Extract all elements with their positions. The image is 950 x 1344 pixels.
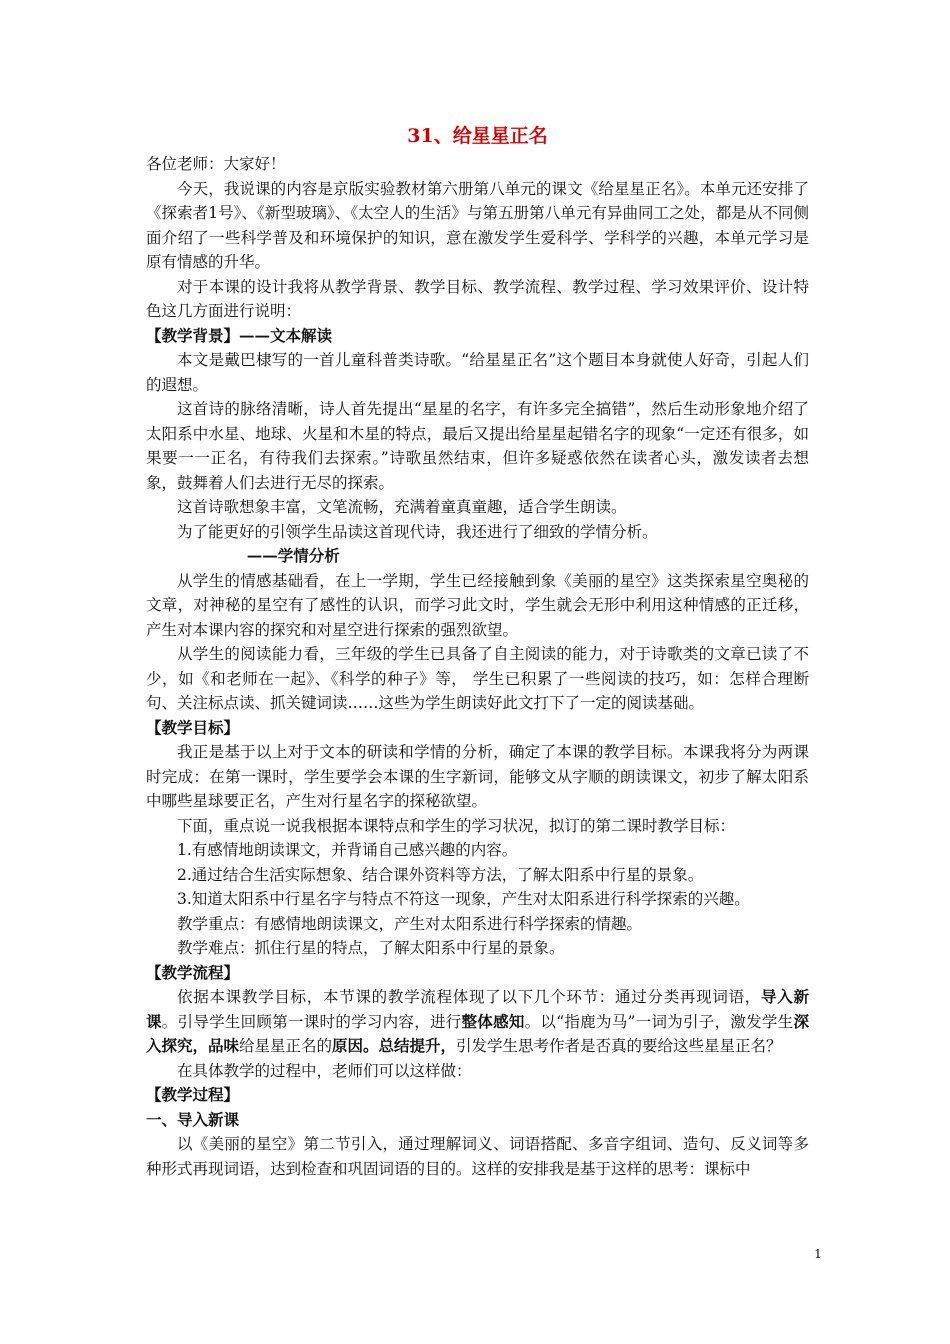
process-step-1-text: 以《美丽的星空》第二节引入，通过理解词义、词语搭配、多音字组词、造句、反义词等多种形式再现词语，达到检查和巩固词语的目的。这样的安排我是基于这样的思考：课标中 [146,1135,809,1178]
section-heading-goals: 【教学目标】 [146,717,240,737]
flow-segment: 依据本课教学目标，本节课的教学流程体现了以下几个环节：通过分类再现词语， [177,988,762,1006]
document-page [146,120,809,1181]
section-heading-flow: 【教学流程】 [146,962,240,982]
process-step-1-heading: 一、导入新课 [146,1109,240,1129]
intro-paragraph-1: 今天，我说课的内容是京版实验教材第六册第八单元的课文《给星星正名》。本单元还安排了《探索者1号》、《新型玻璃》、《太空人的生活》与第五册第八单元有异曲同工之处，都是从不同侧面介绍了一些科学普及和环境保护的知识，意在激发学生爱科学、学科学的兴趣，本单元学习是原有情感的升华。 [146,179,809,271]
goal-item-1: 1.有感情地朗读课文，并背诵自己感兴趣的内容。 [177,841,518,859]
page-number: 1 [814,1247,822,1261]
flow-segment: 。引导学生回顾第一课时的学习内容，进行 [161,1012,462,1031]
document-title: 31、给星星正名 [407,125,548,147]
teaching-difficulty: 教学难点：抓住行星的特点，了解太阳系中行星的景象。 [177,939,565,957]
background-paragraph-1: 本文是戴巴棣写的一首儿童科普类诗歌。“给星星正名”这个题目本身就使人好奇，引起人们的遐想。 [146,351,809,394]
background-paragraph-4: 为了能更好的引领学生品读这首现代诗，我还进行了细致的学情分析。 [177,522,658,541]
subheading-analysis: ——学情分析 [246,546,340,565]
goals-paragraph-2: 下面，重点说一说我根据本课特点和学生的学习状况，拟订的第二课时教学目标： [177,816,736,835]
goal-item-2: 2.通过结合生活实际想象、结合课外资料等方法，了解太阳系中行星的景象。 [177,865,704,884]
teaching-key-point: 教学重点：有感情地朗读课文，产生对太阳系进行科学探索的情趣。 [177,914,643,933]
flow-segment: 给星星正名的 [239,1037,333,1055]
flow-segment-bold: 导入新课 [146,987,809,1031]
greeting: 各位老师：大家好！ [146,155,286,173]
goals-paragraph-1: 我正是基于以上对于文本的研读和学情的分析，确定了本课的教学目标。本课我将分为两课时完成：在第一课时，学生要学会本课的生字新词，能够文从字顺的朗读课文，初步了解太阳系中哪些星球要正名，产生对行星名字的探秘欲望。 [146,743,809,810]
flow-segment-bold: 整体感知 [461,1011,525,1031]
section-heading-background: 【教学背景】——文本解读 [146,325,333,345]
flow-segment: 引发学生思考作者是否真的要给这些星星正名？ [456,1037,782,1055]
intro-paragraph-2: 对于本课的设计我将从教学背景、教学目标、教学流程、教学过程、学习效果评价、设计特色这几方面进行说明： [146,277,809,320]
background-paragraph-3: 这首诗歌想象丰富，文笔流畅，充满着童真童趣，适合学生朗读。 [177,498,627,516]
flow-after-paragraph: 在具体教学的过程中，老师们可以这样做： [177,1061,472,1080]
flow-segment: 。以“指鹿为马”一词为引子，激发学生 [524,1012,794,1031]
flow-paragraph [146,985,809,1059]
section-heading-process: 【教学过程】 [146,1085,240,1104]
analysis-paragraph-2: 从学生的阅读能力看，三年级的学生已具备了自主阅读的能力，对于诗歌类的文章已读了不少，如《和老师在一起》、《科学的种子》等， 学生已积累了一些阅读的技巧，如：怎样合理断句、关注标点读、抓关键词读……这些为学生朗读好此文打下了一定的阅读基础。 [146,645,809,712]
flow-segment-bold: 深入探究，品味 [146,1011,809,1055]
background-paragraph-2: 这首诗的脉络清晰，诗人首先提出“星星的名字，有许多完全搞错”，然后生动形象地介绍了太阳系中水星、地球、火星和木星的特点，最后又提出给星星起错名字的现象“一定还有很多，如果要一一正名，有待我们去探索。”诗歌虽然结束，但许多疑惑依然在读者心头，激发读者去想象，鼓舞着人们去进行无尽的探索。 [146,400,809,492]
flow-segment-bold: 原因。总结提升， [332,1036,457,1055]
analysis-paragraph-1: 从学生的情感基础看，在上一学期，学生已经接触到象《美丽的星空》这类探索星空奥秘的文章，对神秘的星空有了感性的认识，而学习此文时，学生就会无形中利用这种情感的正迁移，产生对本课内容的探究和对星空进行探索的强烈欲望。 [146,571,809,639]
goal-item-3: 3.知道太阳系中行星名字与特点不符这一现象，产生对太阳系进行科学探索的兴趣。 [177,890,750,908]
